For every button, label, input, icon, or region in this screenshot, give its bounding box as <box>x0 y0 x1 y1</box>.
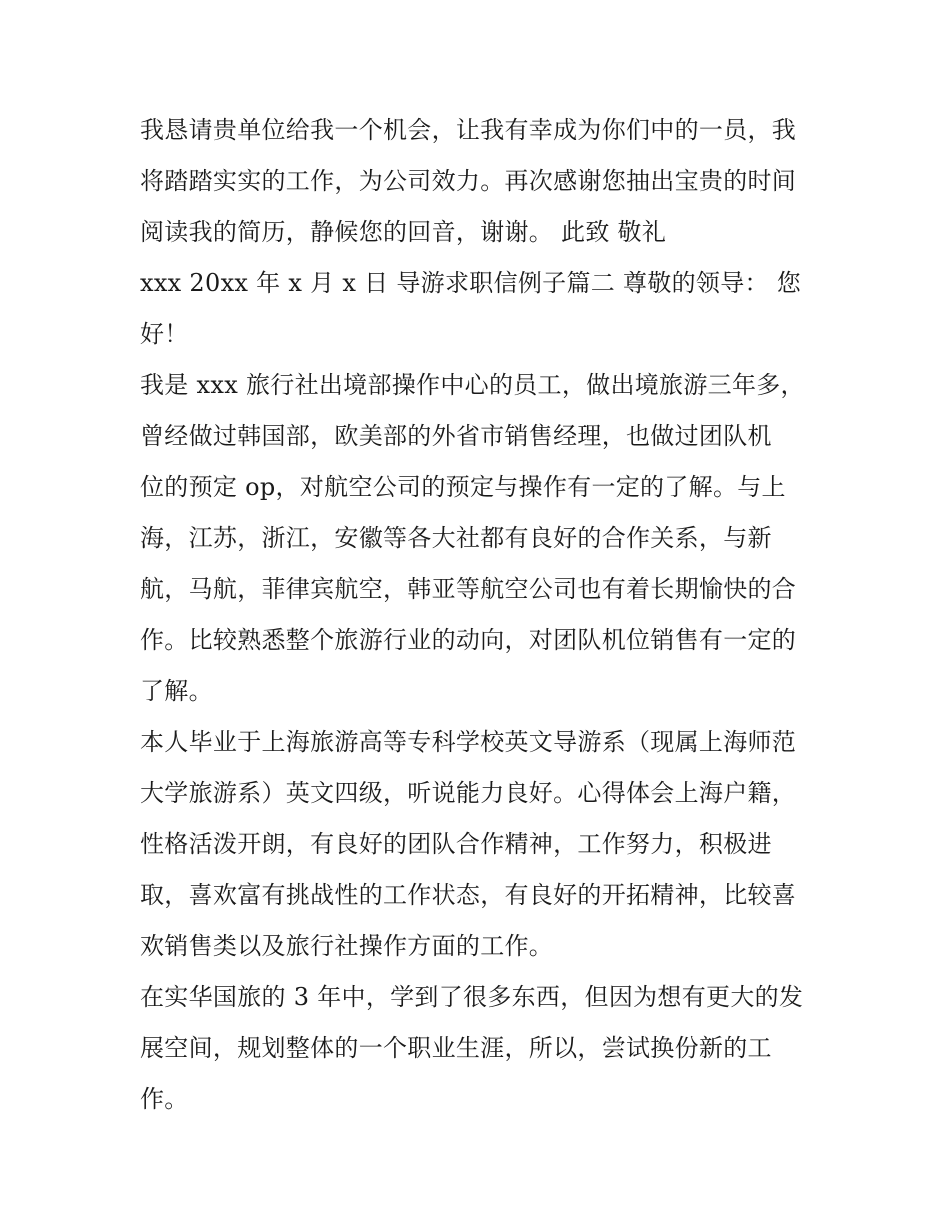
text-line: 了解。 <box>140 677 213 705</box>
text-line: 航，马航，菲律宾航空，韩亚等航空公司也有着长期愉快的合 <box>140 575 797 603</box>
text-line: 曾经做过韩国部，欧美部的外省市销售经理，也做过团队机 <box>140 422 772 450</box>
text-line: xxx 20xx 年 x 月 x 日 导游求职信例子篇二 尊敬的领导： 您 <box>140 269 802 297</box>
text-line: 作。 <box>140 1085 189 1113</box>
text-line: 本人毕业于上海旅游高等专科学校英文导游系（现属上海师范 <box>140 728 797 756</box>
text-line: 取，喜欢富有挑战性的工作状态，有良好的开拓精神，比较喜 <box>140 881 797 909</box>
text-line: 我恳请贵单位给我一个机会，让我有幸成为你们中的一员，我 <box>140 116 797 144</box>
text-line: 将踏踏实实的工作，为公司效力。再次感谢您抽出宝贵的时间 <box>140 167 797 195</box>
text-line: 性格活泼开朗，有良好的团队合作精神，工作努力，积极进 <box>140 830 772 858</box>
text-line: 展空间，规划整体的一个职业生涯，所以，尝试换份新的工 <box>140 1034 772 1062</box>
text-line: 海，江苏，浙江，安徽等各大社都有良好的合作关系，与新 <box>140 524 772 552</box>
text-line: 在实华国旅的 3 年中，学到了很多东西，但因为想有更大的发 <box>140 983 804 1011</box>
text-line: 欢销售类以及旅行社操作方面的工作。 <box>140 932 554 960</box>
text-line: 位的预定 op，对航空公司的预定与操作有一定的了解。与上 <box>140 473 786 501</box>
text-line: 作。比较熟悉整个旅游行业的动向，对团队机位销售有一定的 <box>140 626 797 654</box>
text-line: 我是 xxx 旅行社出境部操作中心的员工，做出境旅游三年多， <box>140 371 805 399</box>
text-line: 阅读我的简历，静候您的回音，谢谢。 此致 敬礼 <box>140 218 667 246</box>
text-line: 大学旅游系）英文四级，听说能力良好。心得体会上海户籍， <box>140 779 797 807</box>
text-line: 好！ <box>140 320 189 348</box>
